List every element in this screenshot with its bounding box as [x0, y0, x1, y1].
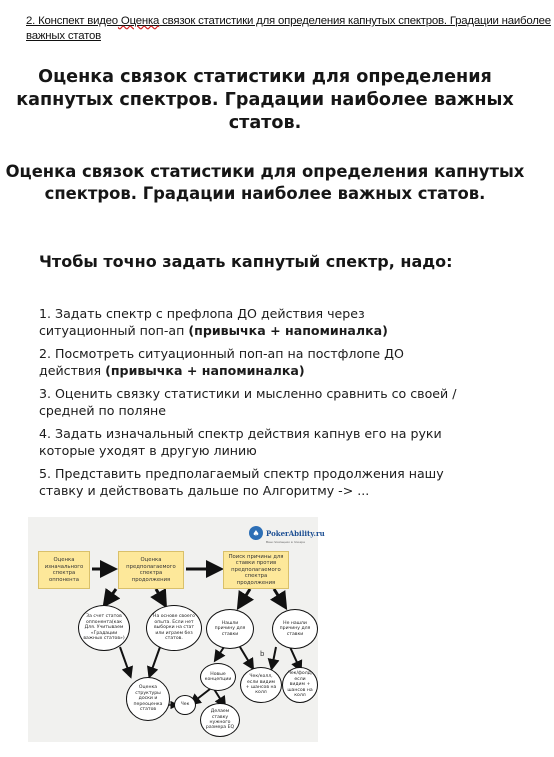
- diagram-box-initial-range: Оценка изначального спектра оппонента: [38, 551, 90, 589]
- step-text: 5. Представить предполагаемый спектр продолжения нашу ставку и действовать дальше по Алгоритму -> ...: [39, 466, 444, 498]
- bubble-found-reason: Нашли причину для ставки: [206, 609, 254, 649]
- bubble-board-structure: Оценка структуры доски и переоценка статов: [126, 677, 170, 721]
- logo-text: PokerAbility.ru: [266, 528, 325, 538]
- bubble-new-concepts: Новые концепции: [200, 663, 236, 691]
- step-emphasis: (привычка + напоминалка): [188, 323, 388, 338]
- list-item: [39, 385, 459, 419]
- step-text: 4. Задать изначальный спектр действия капнув его на руки которые уходят в другую линию: [39, 426, 442, 458]
- step-text: 3. Оценить связку статистики и мысленно сравнить со своей / средней по поляне: [39, 386, 457, 418]
- doc-link-prefix: 2. Конспект видео: [26, 15, 118, 27]
- diagram-box-bet-reason: Поиск причины для ставки против предполагаемого спектра продолжения: [223, 551, 289, 589]
- bubble-experience: На основе своего опыта. Если нет выборки на стат или играем без статов.: [146, 605, 202, 651]
- bubble-check: Чек: [174, 695, 196, 715]
- slide-title-primary: Оценка связок статистики для определения капнутых спектров. Градации наиболее важных статов.: [16, 67, 514, 133]
- slide-title-secondary: Оценка связок статистики для определения капнутых спектров. Градации наиболее важных статов.: [5, 162, 525, 203]
- doc-link-rest: связок статистики для определения капнутых спектров. Градации наиболее важных статов: [26, 15, 551, 42]
- document-link[interactable]: [26, 14, 552, 44]
- step-text: 2. Посмотреть ситуационный поп-ап на постфлопе ДО действия: [39, 346, 404, 378]
- bubble-stats: За счет статов оппонента(как Для. Учитываем «Градации важных статов»): [78, 605, 130, 651]
- step-text: 1. Задать спектр с префлопа ДО действия через ситуационный поп-ап: [39, 306, 365, 338]
- list-item: [39, 305, 459, 339]
- logo-subtitle: Ваш помощник в покере: [266, 540, 305, 544]
- steps-list: [39, 305, 459, 505]
- diagram-mark: b: [260, 650, 265, 658]
- pokerability-logo: [249, 526, 325, 540]
- doc-link-spellcheck-word: Оценка: [117, 15, 160, 27]
- list-item: [39, 465, 459, 499]
- bubble-check-fold: Чек/фолд, если видим + шансов на колл: [282, 667, 318, 703]
- flow-diagram: [28, 517, 325, 742]
- bubble-bet-size: Делаем ставку нужного размера EQ: [200, 703, 240, 737]
- list-item: [39, 345, 459, 379]
- diagram-box-continuation-range: Оценка предполагаемого спектра продолжения: [118, 551, 184, 589]
- list-item: [39, 425, 459, 459]
- bubble-check-call: Чек/колл, если видим + шансов на колл: [240, 667, 282, 703]
- bubble-no-reason: Не нашли причину для ставки: [272, 609, 318, 649]
- step-emphasis: (привычка + напоминалка): [105, 363, 305, 378]
- section-question: Чтобы точно задать капнутый спектр, надо:: [39, 252, 453, 271]
- spade-icon: ♠: [249, 526, 263, 540]
